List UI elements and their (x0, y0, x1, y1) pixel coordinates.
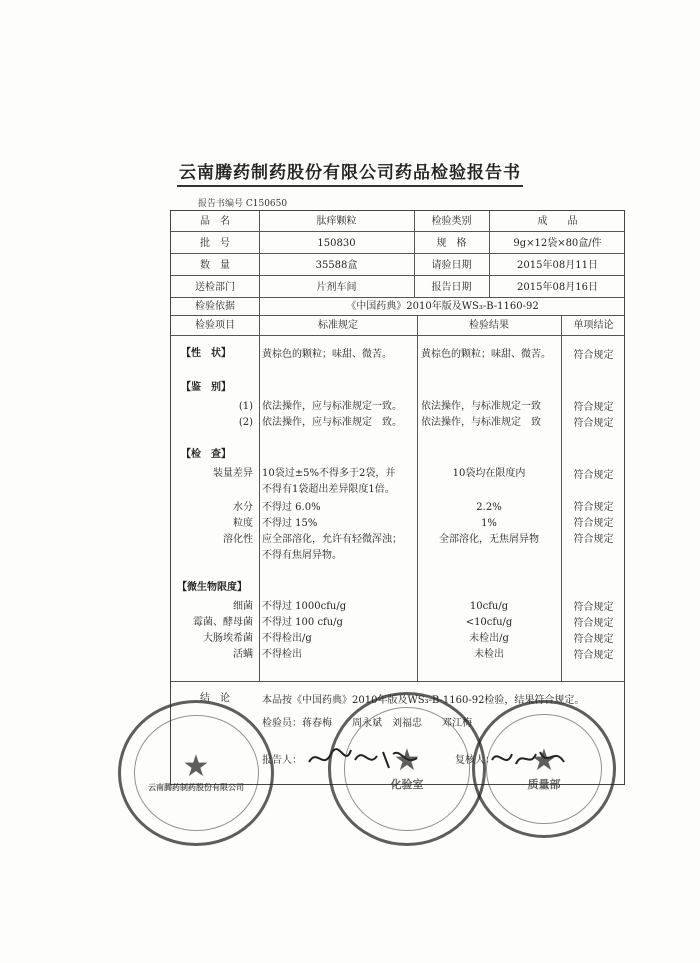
ident1-item: (1) (238, 401, 253, 412)
inspectors: 检验员：蒋春梅 周永斌 刘福忠 邓江梅 (262, 718, 472, 729)
ident1-conclusion: 符合规定 (573, 402, 614, 413)
mold-item: 霉菌、酵母菌 (193, 617, 253, 628)
size-standard: 不得过 15% (262, 518, 318, 529)
quality-stamp-text: 质量部 (527, 777, 561, 791)
report-date-value: 2015年08月16日 (517, 282, 598, 293)
ecoli-conclusion: 符合规定 (573, 634, 614, 645)
dept-value: 片剂车间 (316, 282, 357, 293)
water-conclusion: 符合规定 (573, 502, 614, 513)
star-icon: ★ (530, 742, 558, 778)
report-number: 报告书编号 C150650 (198, 199, 288, 209)
ident-title: 【鉴 别】 (181, 382, 231, 393)
ident1-result: 依法操作，与标准规定一致 (421, 401, 541, 412)
product-label: 品 名 (200, 216, 230, 227)
dept-label: 送检部门 (195, 282, 235, 293)
ecoli-result: 未检出/g (469, 633, 509, 644)
mite-standard: 不得检出 (262, 649, 302, 660)
quantity-label: 数 量 (200, 260, 230, 271)
appearance-conclusion: 符合规定 (573, 350, 614, 361)
fill-item: 装量差异 (213, 468, 253, 479)
sol-standard-line1: 应全部溶化，允许有轻微浑浊； (262, 534, 402, 545)
ident1-standard: 依法操作，应与标准规定一致。 (262, 401, 402, 412)
bact-conclusion: 符合规定 (573, 602, 614, 613)
water-result: 2.2% (476, 502, 502, 513)
spec-value: 9g×12袋×80盒/件 (513, 238, 602, 249)
column-result: 检验结果 (469, 320, 509, 331)
column-item: 检验项目 (195, 320, 235, 331)
mite-conclusion: 符合规定 (573, 650, 614, 661)
basis-label: 检验依据 (195, 301, 235, 312)
reviewer-label: 复核人： (455, 755, 495, 766)
request-date-label: 请验日期 (431, 260, 472, 271)
star-icon: ★ (182, 749, 210, 785)
column-standard: 标准规定 (318, 320, 358, 331)
appearance-title: 【性 状】 (181, 348, 231, 359)
report-date-label: 报告日期 (431, 282, 472, 293)
bact-result: 10cfu/g (469, 601, 509, 612)
size-result: 1% (481, 518, 497, 529)
sol-conclusion: 符合规定 (573, 534, 614, 545)
category-label: 检验类别 (431, 216, 472, 227)
mold-conclusion: 符合规定 (573, 618, 614, 629)
company-stamp-text: 云南腾药制药股份有限公司 (148, 782, 244, 793)
mold-result: <10cfu/g (465, 617, 513, 628)
bact-standard: 不得过 1000cfu/g (262, 601, 347, 612)
product-value: 肽痒颗粒 (316, 216, 357, 227)
ecoli-standard: 不得检出/g (262, 633, 312, 644)
check-title: 【检 查】 (181, 449, 231, 460)
batch-value: 150830 (317, 238, 356, 249)
batch-label: 批 号 (200, 238, 230, 249)
report-table (170, 210, 625, 785)
size-conclusion: 符合规定 (573, 518, 614, 529)
mite-result: 未检出 (474, 649, 504, 660)
ecoli-item: 大肠埃希菌 (203, 633, 253, 644)
ident2-item: (2) (238, 417, 253, 428)
fill-standard-line2: 不得有1袋超出差异限度1倍。 (262, 484, 395, 495)
sol-standard-line2: 不得有焦屑异物。 (262, 550, 342, 561)
mold-standard: 不得过 100 cfu/g (262, 617, 343, 628)
appearance-standard: 黄棕色的颗粒；味甜、微苦。 (262, 349, 392, 360)
ident2-standard: 依法操作，应与标准规定 致。 (262, 417, 402, 428)
sol-result: 全部溶化，无焦屑异物 (439, 534, 539, 545)
sol-item: 溶化性 (223, 534, 253, 545)
ident2-conclusion: 符合规定 (573, 418, 614, 429)
reporter-label: 报告人： (262, 755, 302, 766)
water-standard: 不得过 6.0% (262, 502, 321, 513)
size-item: 粒度 (233, 518, 253, 529)
fill-result: 10袋均在限度内 (452, 468, 526, 479)
basis-value: 《中国药典》2010年版及WS₃-B-1160-92 (346, 301, 539, 312)
category-value: 成 品 (537, 216, 578, 227)
appearance-result: 黄棕色的颗粒；味甜、微苦。 (421, 349, 551, 360)
request-date-value: 2015年08月11日 (517, 260, 598, 271)
report-title: 云南腾药制药股份有限公司药品检验报告书 (0, 158, 700, 183)
quantity-value: 35588盒 (315, 260, 358, 271)
ident2-result: 依法操作，与标准规定 致 (421, 417, 541, 428)
spec-label: 规 格 (436, 238, 467, 249)
micro-title: 【微生物限度】 (177, 582, 247, 593)
bact-item: 细菌 (233, 601, 253, 612)
column-conclusion: 单项结论 (573, 320, 614, 331)
water-item: 水分 (233, 502, 253, 513)
fill-standard-line1: 10袋过±5%不得多于2袋，并 (262, 468, 396, 479)
lab-stamp-text: 化验室 (390, 777, 424, 791)
conclusion-text: 本品按《中国药典》2010年版及WS₃-B-1160-92检验，结果符合规定。 (262, 695, 585, 706)
fill-conclusion: 符合规定 (573, 470, 614, 481)
mite-item: 活螨 (233, 649, 253, 660)
star-icon: ★ (393, 742, 421, 778)
conclusion-label: 结 论 (200, 693, 230, 704)
